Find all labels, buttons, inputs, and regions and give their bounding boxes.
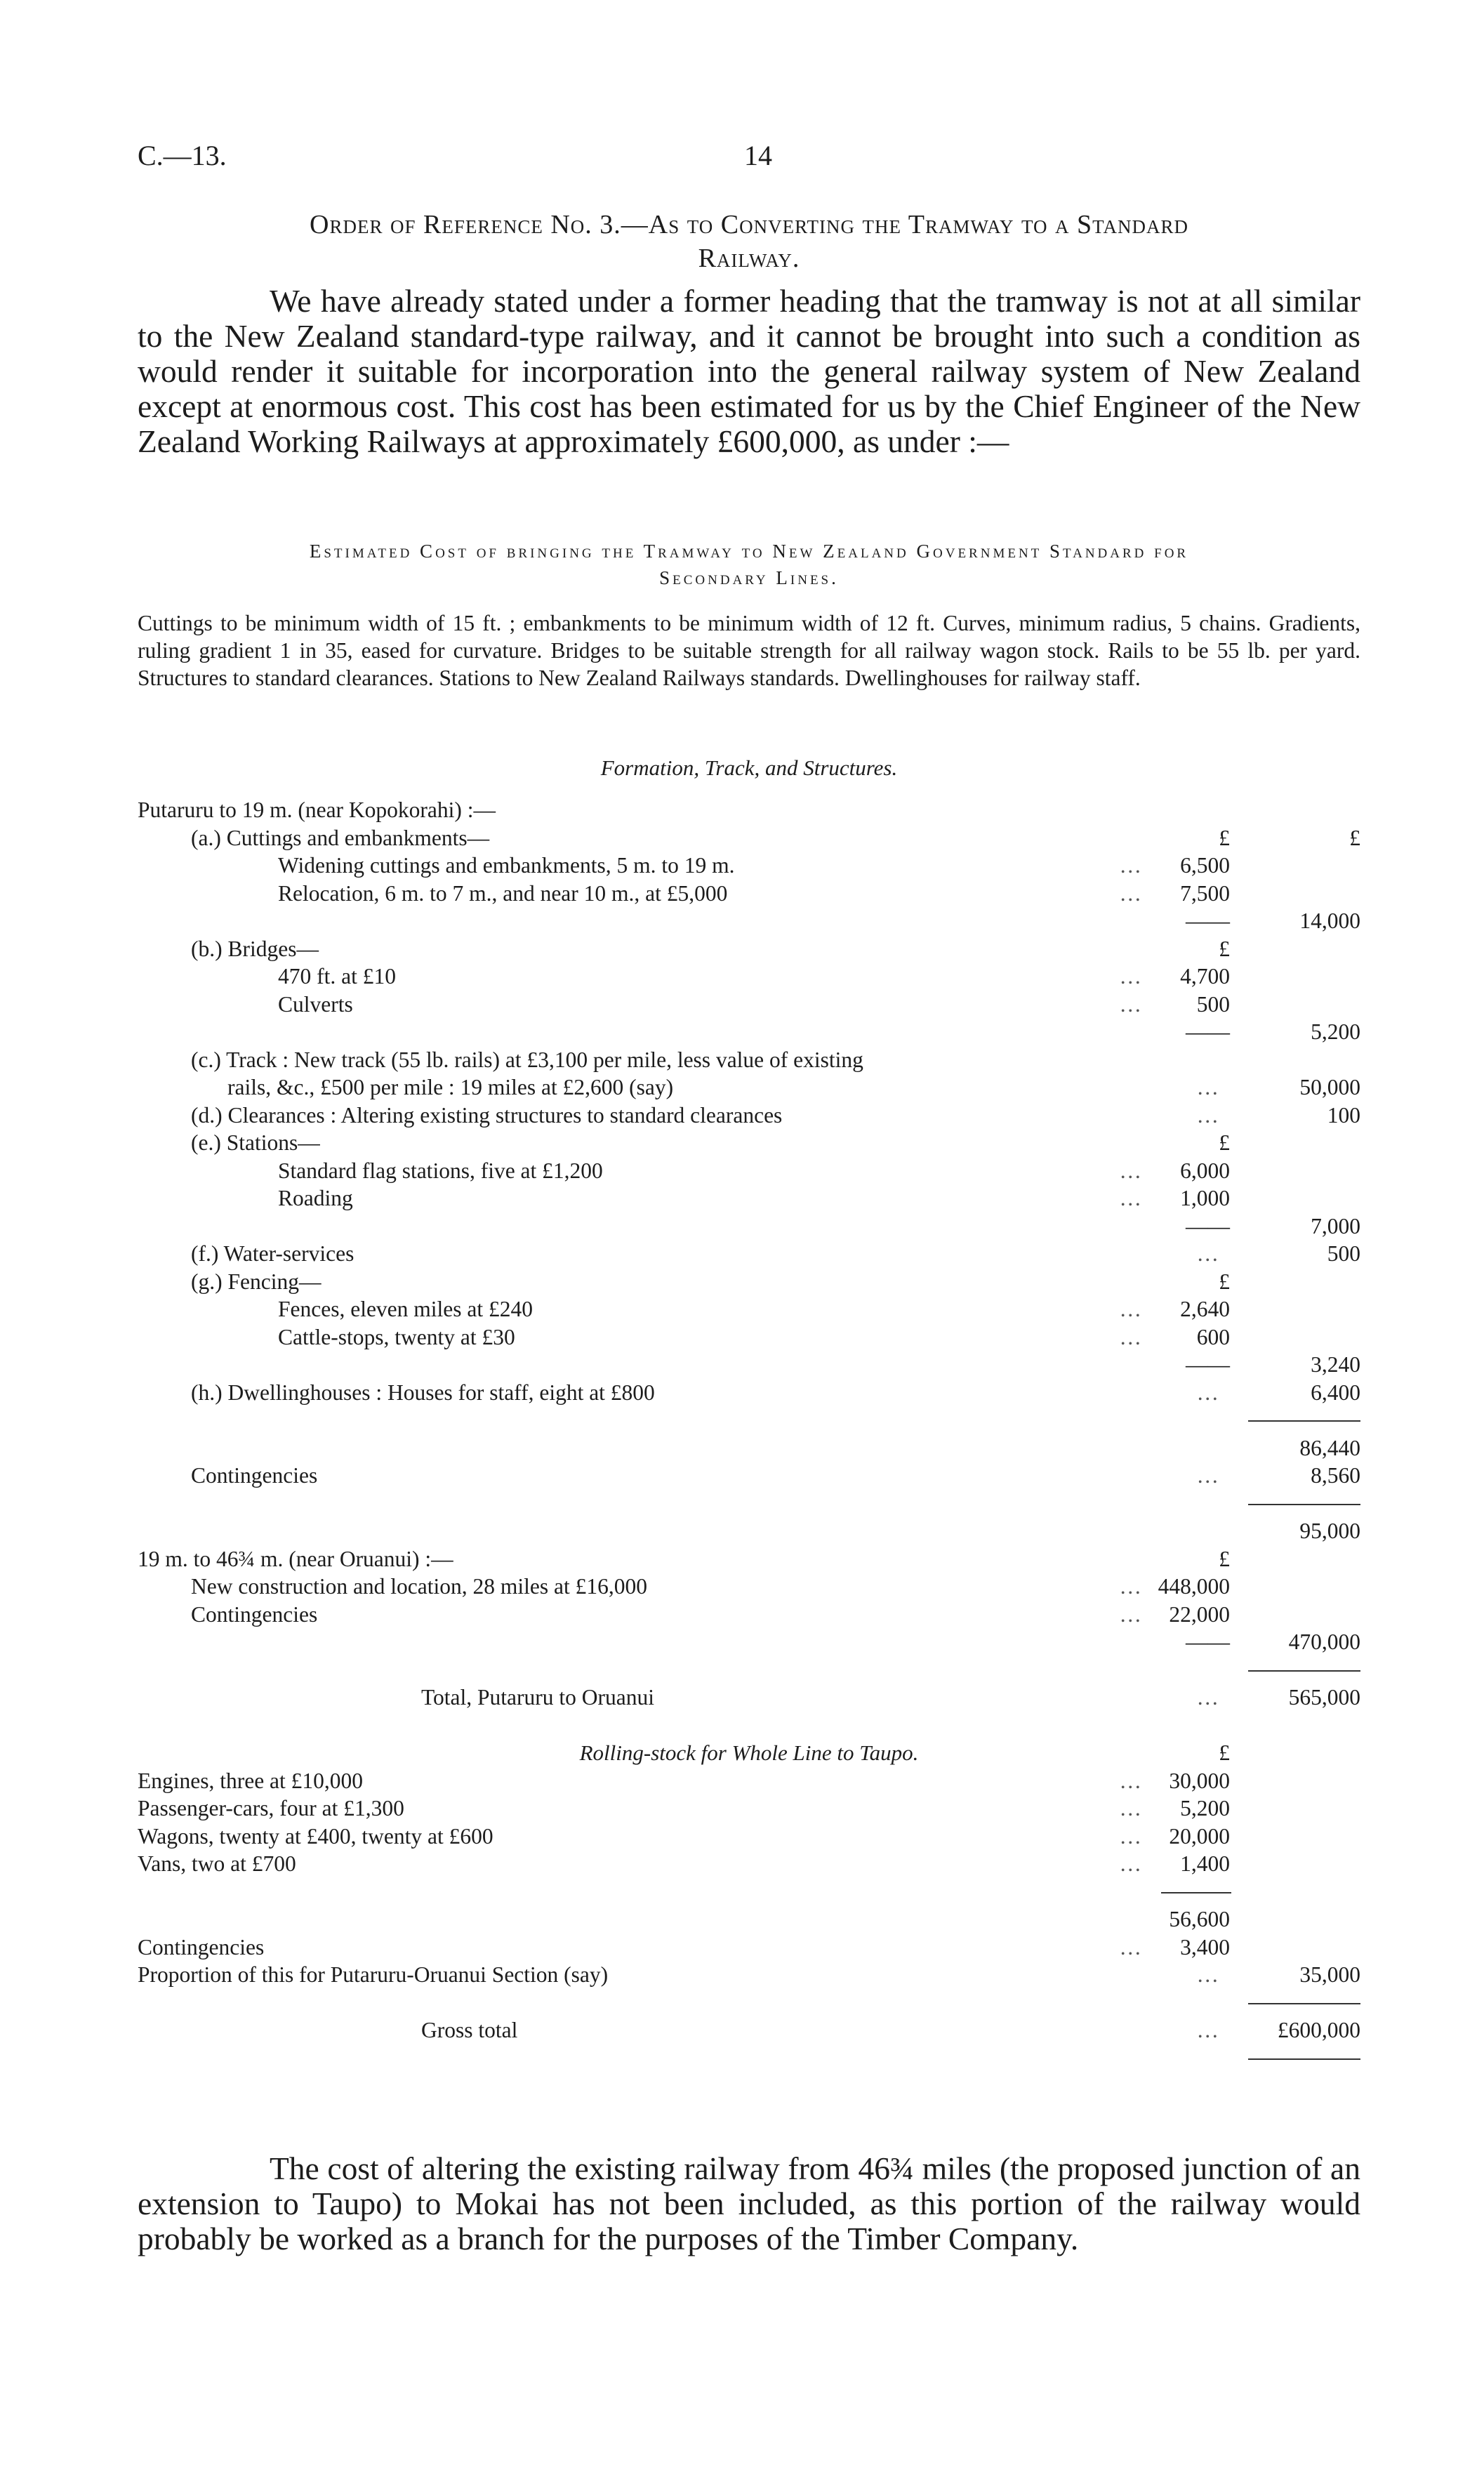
- table-row: [138, 1794, 1360, 1823]
- row-label: 19 m. to 46¾ m. (near Oruanui) :—: [138, 1546, 453, 1571]
- estimate-title-line2: Secondary Lines.: [659, 567, 839, 588]
- table-row: [138, 1545, 1360, 1573]
- leader-dots: …: [1196, 2018, 1220, 2042]
- leader-dots: …: [1119, 1186, 1143, 1210]
- row-label: Putaruru to 19 m. (near Kopokorahi) :—: [138, 798, 496, 822]
- table-row: [138, 1046, 1360, 1074]
- estimate-table: [138, 796, 1360, 2072]
- row-label: Passenger-cars, four at £1,300: [138, 1796, 404, 1820]
- subtotal-cell: ——: [1186, 1629, 1230, 1654]
- table-row: [138, 935, 1360, 963]
- subtotal-cell: £: [1219, 1269, 1230, 1294]
- row-label: Roading: [278, 1186, 353, 1210]
- table-row: [138, 1517, 1360, 1545]
- table-row: [138, 1295, 1360, 1323]
- total-cell: 8,560: [1311, 1463, 1360, 1488]
- subtotal-cell: £: [1219, 1546, 1230, 1571]
- table-row: [138, 1767, 1360, 1795]
- table-row: [138, 1712, 1360, 1740]
- table-row: [138, 1850, 1360, 1878]
- row-label: Relocation, 6 m. to 7 m., and near 10 m., at £5,000: [278, 880, 728, 906]
- table-row: [138, 1601, 1360, 1629]
- leader-dots: …: [1196, 1962, 1220, 1987]
- total-cell: 565,000: [1288, 1685, 1360, 1710]
- leader-dots: …: [1119, 1934, 1143, 1959]
- subtotal-rule: [1161, 1892, 1231, 1893]
- estimate-title: [138, 538, 1360, 591]
- leader-dots: …: [1119, 880, 1143, 906]
- leader-dots: …: [1119, 1796, 1143, 1820]
- subtotal-cell: £: [1219, 1130, 1230, 1155]
- row-label: Contingencies: [138, 1934, 265, 1959]
- row-label: (h.) Dwellinghouses : Houses for staff, eight at £800: [191, 1380, 655, 1405]
- section-heading-formation: Formation, Track, and Structures.: [600, 755, 898, 780]
- subtotal-cell: ——: [1186, 908, 1230, 933]
- leader-dots: …: [1119, 1324, 1143, 1349]
- leader-dots: …: [1119, 1297, 1143, 1321]
- row-label: Cattle-stops, twenty at £30: [278, 1324, 515, 1349]
- subtotal-cell: 2,640: [1180, 1297, 1230, 1321]
- table-row: [138, 963, 1360, 991]
- subtotal-cell: 6,000: [1180, 1158, 1230, 1183]
- leader-dots: …: [1196, 1685, 1220, 1710]
- leader-dots: …: [1119, 1768, 1143, 1793]
- table-row: [138, 1351, 1360, 1379]
- table-row: [138, 1073, 1360, 1102]
- table-row: [138, 852, 1360, 880]
- total-cell: 86,440: [1299, 1435, 1360, 1460]
- section-title: [138, 208, 1360, 275]
- row-label: Vans, two at £700: [138, 1851, 296, 1876]
- subtotal-cell: £: [1219, 1740, 1230, 1765]
- table-row: [138, 796, 1360, 824]
- row-label: (d.) Clearances : Altering existing structures to standard clearances: [191, 1102, 783, 1128]
- table-row: [138, 824, 1360, 852]
- table-row: [138, 907, 1360, 935]
- subtotal-cell: 5,200: [1180, 1796, 1230, 1820]
- table-row: [138, 1157, 1360, 1185]
- row-label: (a.) Cuttings and embankments—: [191, 825, 490, 850]
- subtotal-cell: £: [1219, 936, 1230, 961]
- total-cell: 50,000: [1299, 1075, 1360, 1099]
- total-rule: [1248, 1420, 1360, 1422]
- total-cell: 95,000: [1299, 1519, 1360, 1543]
- table-row: [138, 1684, 1360, 1712]
- row-label: Proportion of this for Putaruru-Oruanui Section (say): [138, 1962, 609, 1987]
- table-row: [138, 1184, 1360, 1212]
- leader-dots: …: [1119, 1158, 1143, 1183]
- subtotal-cell: 1,400: [1180, 1851, 1230, 1876]
- row-label: Total, Putaruru to Oruanui: [421, 1685, 654, 1710]
- leader-dots: …: [1119, 964, 1143, 989]
- total-cell: 7,000: [1311, 1213, 1360, 1238]
- row-label: rails, &c., £500 per mile : 19 miles at £2,600 (say): [227, 1075, 674, 1099]
- leader-dots: …: [1196, 1380, 1220, 1405]
- leader-dots: …: [1119, 1823, 1143, 1849]
- leader-dots: …: [1196, 1075, 1220, 1099]
- row-label: Engines, three at £10,000: [138, 1768, 364, 1793]
- total-cell: 470,000: [1288, 1629, 1360, 1654]
- leader-dots: …: [1196, 1241, 1220, 1266]
- subtotal-cell: 7,500: [1180, 880, 1230, 906]
- table-row: [138, 1656, 1360, 1684]
- total-rule: [1248, 2058, 1360, 2060]
- subtotal-cell: 1,000: [1180, 1186, 1230, 1210]
- table-row: [138, 991, 1360, 1019]
- subtotal-cell: £: [1219, 825, 1230, 850]
- table-row: [138, 880, 1360, 908]
- table-row: [138, 1961, 1360, 1989]
- leader-dots: …: [1119, 853, 1143, 878]
- table-row: [138, 1628, 1360, 1656]
- leader-dots: …: [1196, 1463, 1220, 1488]
- subtotal-cell: ——: [1186, 1019, 1230, 1044]
- row-label: Widening cuttings and embankments, 5 m. to 19 m.: [278, 853, 735, 878]
- row-label: Standard flag stations, five at £1,200: [278, 1158, 603, 1183]
- table-row: [138, 1406, 1360, 1434]
- table-row: [138, 2044, 1360, 2073]
- table-row: [138, 1240, 1360, 1268]
- subtotal-cell: 56,600: [1169, 1907, 1230, 1931]
- row-label: Wagons, twenty at £400, twenty at £600: [138, 1823, 493, 1849]
- subtotal-cell: 6,500: [1180, 853, 1230, 878]
- total-cell: 5,200: [1311, 1019, 1360, 1044]
- row-label: Contingencies: [191, 1463, 318, 1488]
- leader-dots: …: [1119, 1851, 1143, 1876]
- row-label: New construction and location, 28 miles at £16,000: [191, 1574, 647, 1599]
- total-cell: 14,000: [1299, 908, 1360, 933]
- table-row: [138, 1462, 1360, 1490]
- subtotal-cell: ——: [1186, 1352, 1230, 1377]
- leader-dots: …: [1119, 1601, 1143, 1627]
- total-cell: 3,240: [1311, 1352, 1360, 1377]
- table-row: [138, 1573, 1360, 1601]
- row-label: (e.) Stations—: [191, 1130, 320, 1155]
- row-label: Fences, eleven miles at £240: [278, 1297, 534, 1321]
- section-title-line1: Order of Reference No. 3.—As to Converting the Tramway to a Standard: [310, 210, 1188, 239]
- subtotal-cell: 30,000: [1169, 1768, 1230, 1793]
- table-row: [138, 1823, 1360, 1851]
- row-label: Gross total: [421, 2018, 518, 2042]
- subtotal-cell: 20,000: [1169, 1823, 1230, 1849]
- table-row: [138, 1379, 1360, 1407]
- table-row: [138, 1490, 1360, 1518]
- subtotal-cell: 3,400: [1180, 1934, 1230, 1959]
- total-cell: 35,000: [1299, 1962, 1360, 1987]
- total-cell: 6,400: [1311, 1380, 1360, 1405]
- total-rule: [1248, 2003, 1360, 2004]
- subtotal-cell: 4,700: [1180, 964, 1230, 989]
- table-row: [138, 1212, 1360, 1241]
- total-cell: £600,000: [1277, 2018, 1360, 2042]
- row-label: (c.) Track : New track (55 lb. rails) at £3,100 per mile, less value of existing: [191, 1047, 863, 1072]
- document-reference: C.—13.: [138, 140, 227, 171]
- total-cell: £: [1349, 825, 1360, 850]
- subtotal-cell: ——: [1186, 1213, 1230, 1238]
- table-row: [138, 2016, 1360, 2044]
- section-title-line2: Railway.: [698, 244, 800, 273]
- total-cell: 100: [1327, 1102, 1360, 1128]
- page-number: 14: [744, 140, 772, 171]
- total-rule: [1248, 1670, 1360, 1672]
- subtotal-cell: 600: [1196, 1324, 1230, 1349]
- row-label: (g.) Fencing—: [191, 1269, 322, 1294]
- subtotal-cell: 500: [1196, 991, 1230, 1017]
- subtotal-cell: 448,000: [1158, 1574, 1230, 1599]
- row-label: (f.) Water-services: [191, 1241, 355, 1266]
- leader-dots: …: [1119, 991, 1143, 1017]
- closing-paragraph: The cost of altering the existing railway from 46¾ miles (the proposed junction of an extension to Taupo) to Mokai has not been included, as this portion of the railway would probably be worked as a branch for the purposes of the Timber Company.: [138, 2150, 1360, 2256]
- leader-dots: …: [1196, 1102, 1220, 1128]
- total-rule: [1248, 1504, 1360, 1505]
- intro-paragraph: We have already stated under a former heading that the tramway is not at all similar to the New Zealand standard-type railway, and it cannot be brought into such a condition as would render it suitable for incorporation into the general railway system of New Zealand except at enormous cost. This cost has been estimated for us by the Chief Engineer of the New Zealand Working Railways at approximately £600,000, as under :—: [138, 283, 1360, 459]
- table-row: [138, 1102, 1360, 1130]
- table-row: [138, 1933, 1360, 1962]
- estimate-title-line1: Estimated Cost of bringing the Tramway to New Zealand Government Standard for: [309, 541, 1189, 562]
- table-row: [138, 1989, 1360, 2017]
- row-label: 470 ft. at £10: [278, 964, 396, 989]
- section-heading-rolling-stock: Rolling-stock for Whole Line to Taupo.: [579, 1740, 919, 1765]
- row-label: (b.) Bridges—: [191, 936, 319, 961]
- row-label: Culverts: [278, 991, 353, 1017]
- table-row: [138, 1434, 1360, 1462]
- specification-paragraph: Cuttings to be minimum width of 15 ft. ; embankments to be minimum width of 12 ft. Curves, minimum radius, 5 chains. Gradients, ruling gradient 1 in 35, eased for curvature. Bridges to be suitable strength for all railway wagon stock. Rails to be 55 lb. per yard. Structures to standard clearances. Stations to New Zealand Railways standards. Dwellinghouses for railway staff.: [138, 611, 1360, 690]
- row-label: Contingencies: [191, 1601, 318, 1627]
- table-row: [138, 1905, 1360, 1933]
- table-row: [138, 1323, 1360, 1351]
- subtotal-cell: 22,000: [1169, 1601, 1230, 1627]
- table-row: [138, 1739, 1360, 1767]
- table-row: [138, 1129, 1360, 1157]
- table-row: [138, 1878, 1360, 1906]
- leader-dots: …: [1119, 1574, 1143, 1599]
- total-cell: 500: [1327, 1241, 1360, 1266]
- table-row: [138, 1018, 1360, 1046]
- table-row: [138, 1268, 1360, 1296]
